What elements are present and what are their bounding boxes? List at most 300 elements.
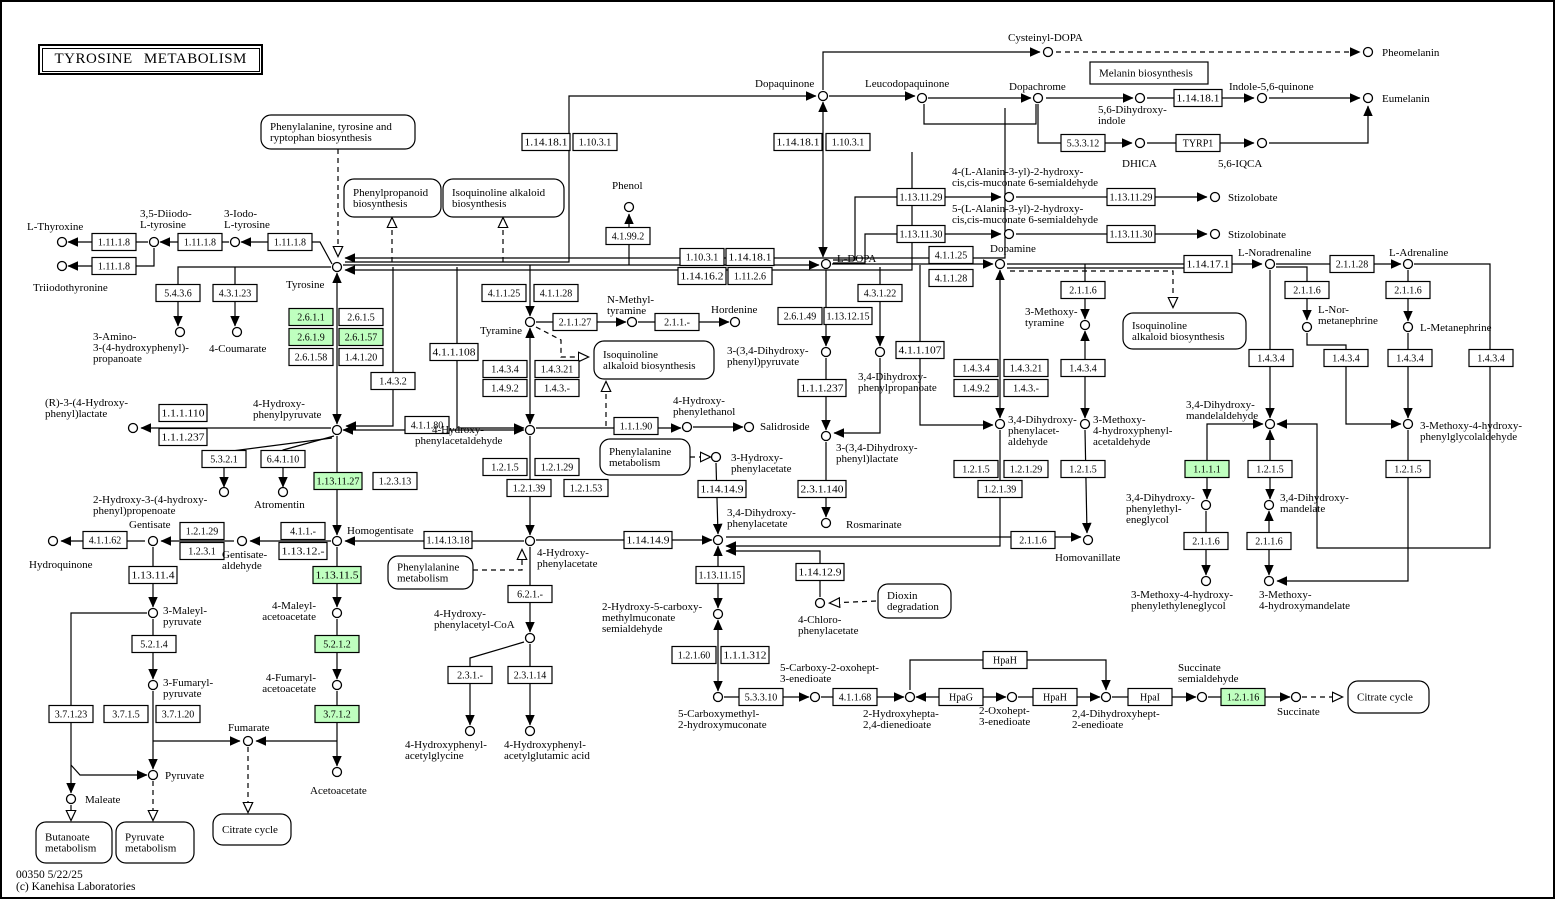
- ec-box-1.2.1.29[interactable]: [1004, 461, 1048, 478]
- ec-label: 2.3.1.14: [513, 670, 547, 682]
- compound-node[interactable]: [1198, 693, 1207, 702]
- ec-box-4.3.1.22[interactable]: [858, 285, 902, 302]
- ec-label: 2.1.1.-: [664, 317, 690, 329]
- ec-label: 3.7.1.5: [112, 709, 140, 721]
- compound-node[interactable]: [333, 426, 342, 435]
- ec-box-3.7.1.2[interactable]: [315, 706, 359, 723]
- ec-box-1.4.9.2[interactable]: [483, 380, 527, 397]
- compound-node[interactable]: [1005, 193, 1014, 202]
- compound-node[interactable]: [1136, 94, 1145, 103]
- compound-node[interactable]: [49, 537, 58, 546]
- ec-box-1.2.1.39[interactable]: [978, 481, 1022, 498]
- ec-box-6.4.1.10[interactable]: [261, 451, 305, 468]
- pathway-link-label: biosynthesis: [353, 198, 408, 210]
- compound-node[interactable]: [822, 432, 831, 441]
- compound-label: 3,4-Dihydroxy-phenylacet-aldehyde: [1008, 414, 1077, 448]
- compound-node[interactable]: [683, 423, 692, 432]
- compound-node[interactable]: [1364, 94, 1373, 103]
- ec-box-4.1.1.62[interactable]: [83, 532, 127, 549]
- ec-box-4.1.1.28[interactable]: [929, 270, 973, 287]
- ec-label: 2.1.1.6: [1255, 536, 1283, 548]
- compound-layer: [49, 48, 1413, 804]
- compound-node[interactable]: [149, 609, 158, 618]
- pathway-link[interactable]: [388, 556, 473, 589]
- ec-box-1.4.3.4[interactable]: [1324, 350, 1368, 367]
- ec-box-1.1.1.110[interactable]: [159, 405, 207, 422]
- map-title: TYROSINE METABOLISM: [42, 48, 260, 72]
- ec-box-3.7.1.23[interactable]: [49, 706, 93, 723]
- compound-label: 4-Hydroxy-: [432, 424, 484, 436]
- ec-label: 1.1.1.1: [1193, 464, 1221, 476]
- pathway-link-label: Phenylalanine: [609, 446, 672, 458]
- ec-box-1.4.3.21[interactable]: [535, 361, 579, 378]
- ec-box-1.13.11.30[interactable]: [1107, 226, 1155, 243]
- ec-box-2.6.1.49[interactable]: [778, 308, 822, 325]
- compound-label: Salidroside: [760, 421, 810, 433]
- compound-node[interactable]: [1265, 577, 1274, 586]
- map-title-box: [38, 44, 263, 75]
- compound-node[interactable]: [526, 426, 535, 435]
- ec-box-1.11.1.8[interactable]: [178, 234, 222, 251]
- ec-label: 1.1.1.90: [619, 421, 653, 433]
- compound-node[interactable]: [333, 609, 342, 618]
- compound-node[interactable]: [526, 634, 535, 643]
- compound-node[interactable]: [822, 519, 831, 528]
- ec-box-1.4.3.4[interactable]: [1061, 360, 1105, 377]
- ec-box-1.14.14.9[interactable]: [698, 481, 746, 498]
- ec-box-1.13.11.15[interactable]: [696, 567, 744, 584]
- ec-box-1.2.1.5[interactable]: [1248, 461, 1292, 478]
- compound-node[interactable]: [1211, 230, 1220, 239]
- compound-label: 5-(L-Alanin-3-yl)-2-hydroxy-cis,cis-muconate 6-semialdehyde: [952, 203, 1099, 226]
- ec-label: 3.7.1.20: [161, 709, 195, 721]
- compound-node[interactable]: [906, 693, 915, 702]
- compound-label: Stizolobate: [1228, 192, 1278, 204]
- ec-box-1.4.3.-[interactable]: [1004, 380, 1048, 397]
- ec-box-1.1.1.312[interactable]: [721, 647, 769, 664]
- edge: [830, 601, 876, 603]
- edge: [1307, 333, 1401, 424]
- compound-label: Pyruvate: [165, 770, 205, 782]
- compound-label: 3-Methoxy-tyramine: [1025, 306, 1078, 329]
- ec-box-1.2.1.29[interactable]: [535, 459, 579, 476]
- pathway-link-label: Dioxin: [887, 590, 918, 602]
- ec-box-1.4.3.2[interactable]: [371, 373, 415, 390]
- ec-label: 1.14.12.9: [798, 567, 842, 579]
- ec-box-4.1.1.28[interactable]: [534, 285, 578, 302]
- ec-label: 6.4.1.10: [266, 454, 300, 466]
- compound-label: Dopaquinone: [755, 78, 815, 90]
- compound-label: 4-Maleyl-acetoacetate: [262, 600, 316, 623]
- edge: [346, 267, 393, 426]
- ec-label: 2.1.1.6: [1293, 285, 1321, 297]
- ec-box-5.4.3.6[interactable]: [156, 285, 200, 302]
- ec-label: 1.4.3.-: [1013, 383, 1039, 395]
- compound-node[interactable]: [244, 737, 253, 746]
- compound-node[interactable]: [233, 328, 242, 337]
- compound-node[interactable]: [1202, 501, 1211, 510]
- ec-box-1.10.3.1[interactable]: [573, 134, 617, 151]
- compound-node[interactable]: [714, 693, 723, 702]
- ec-box-4.1.99.2[interactable]: [606, 228, 650, 245]
- ec-box-5.3.3.10[interactable]: [739, 689, 783, 706]
- compound-node[interactable]: [822, 348, 831, 357]
- ec-box-1.2.3.13[interactable]: [373, 473, 417, 490]
- compound-node[interactable]: [333, 263, 342, 272]
- compound-node[interactable]: [1081, 321, 1090, 330]
- pathway-link[interactable]: [1348, 681, 1429, 713]
- compound-node[interactable]: [1044, 48, 1053, 57]
- ec-label: 4.1.1.80: [410, 420, 444, 432]
- ec-box-3.7.1.5[interactable]: [104, 706, 148, 723]
- compound-node[interactable]: [149, 681, 158, 690]
- compound-label: 5,6-IQCA: [1218, 158, 1263, 170]
- ec-box-2.1.1.6[interactable]: [1184, 533, 1228, 550]
- ec-box-2.6.1.1[interactable]: [289, 309, 333, 326]
- ec-box-2.3.1.-[interactable]: [448, 667, 492, 684]
- ec-label: 1.13.11.5: [315, 570, 359, 582]
- ec-box-1.4.3.4[interactable]: [954, 360, 998, 377]
- copyright: (c) Kanehisa Laboratories: [16, 881, 136, 893]
- ec-box-1.11.1.8[interactable]: [92, 258, 136, 275]
- ec-box-1.13.12.-[interactable]: [279, 543, 327, 560]
- compound-label: 4-Hydroxy-phenylacetyl-CoA: [434, 608, 515, 631]
- ec-label: HpaH: [1043, 692, 1067, 704]
- compound-node[interactable]: [58, 238, 67, 247]
- pathway-link[interactable]: [600, 439, 690, 475]
- compound-node[interactable]: [918, 94, 927, 103]
- ec-box-1.13.11.4[interactable]: [129, 567, 177, 584]
- ec-box-4.1.1.107[interactable]: [896, 342, 944, 359]
- ec-label: 1.2.1.5: [962, 464, 990, 476]
- ec-box-HpaG[interactable]: [939, 689, 983, 706]
- ec-box-2.1.1.28[interactable]: [1330, 256, 1374, 273]
- compound-node[interactable]: [819, 92, 828, 101]
- ec-box-1.13.11.27[interactable]: [314, 473, 362, 490]
- compound-node[interactable]: [150, 238, 159, 247]
- ec-box-1.4.3.4[interactable]: [1469, 350, 1513, 367]
- ec-box-1.2.1.60[interactable]: [672, 647, 716, 664]
- compound-node[interactable]: [1265, 501, 1274, 510]
- ec-box-4.1.1.25[interactable]: [929, 247, 973, 264]
- ec-box-1.14.14.9[interactable]: [624, 532, 672, 549]
- pathway-link-label: biosynthesis: [452, 198, 507, 210]
- compound-node[interactable]: [628, 318, 637, 327]
- ec-box-1.2.1.5[interactable]: [483, 459, 527, 476]
- compound-node[interactable]: [816, 599, 825, 608]
- compound-node[interactable]: [526, 318, 535, 327]
- ec-box-2.6.1.5[interactable]: [339, 309, 383, 326]
- ec-box-6.2.1.-[interactable]: [508, 586, 552, 603]
- ec-label: TYRP1: [1182, 138, 1214, 150]
- ec-label: 1.1.1.312: [723, 650, 767, 662]
- ec-box-1.2.1.5[interactable]: [1386, 461, 1430, 478]
- compound-node[interactable]: [176, 328, 185, 337]
- ec-label: 1.4.3.4: [1396, 353, 1424, 365]
- ec-label: 4.3.1.23: [218, 288, 252, 300]
- compound-label: Atromentin: [254, 499, 305, 511]
- compound-node[interactable]: [731, 318, 740, 327]
- ec-label: 1.2.1.39: [983, 484, 1017, 496]
- pathway-link[interactable]: [261, 115, 415, 149]
- pathway-link-label: ryptophan biosynthesis: [270, 132, 372, 144]
- ec-box-5.3.2.1[interactable]: [202, 451, 246, 468]
- compound-label: 3,4-Dihydroxy-phenylethyl-eneglycol: [1126, 492, 1195, 526]
- ec-box-1.1.1.90[interactable]: [614, 418, 658, 435]
- ec-box-1.2.1.53[interactable]: [564, 480, 608, 497]
- ec-box-1.14.12.9[interactable]: [796, 564, 844, 581]
- ec-label: 1.2.1.5: [491, 462, 519, 474]
- compound-node[interactable]: [1102, 693, 1111, 702]
- compound-node[interactable]: [996, 420, 1005, 429]
- ec-box-1.14.18.1[interactable]: [726, 249, 774, 266]
- ec-box-1.2.1.5[interactable]: [954, 461, 998, 478]
- ec-label: 1.14.13.18: [426, 535, 470, 547]
- ec-box-3.7.1.20[interactable]: [156, 706, 200, 723]
- ec-box-1.2.1.39[interactable]: [507, 480, 551, 497]
- compound-node[interactable]: [996, 260, 1005, 269]
- compound-node[interactable]: [58, 262, 67, 271]
- compound-node[interactable]: [1404, 323, 1413, 332]
- ec-label: 1.14.18.1: [776, 137, 820, 149]
- compound-node[interactable]: [231, 238, 240, 247]
- ec-box-1.14.16.2[interactable]: [678, 268, 726, 285]
- compound-node[interactable]: [149, 537, 158, 546]
- ec-box-2.1.1.27[interactable]: [553, 314, 597, 331]
- compound-node[interactable]: [1005, 230, 1014, 239]
- compound-label: Triiodothyronine: [33, 282, 108, 294]
- ec-label: 1.11.1.8: [97, 261, 131, 273]
- ec-box-5.2.1.2[interactable]: [315, 636, 359, 653]
- compound-label: 3,4-Dihydroxy-phenylpropanoate: [858, 371, 937, 394]
- ec-box-HpaH[interactable]: [983, 652, 1027, 669]
- compound-node[interactable]: [1258, 94, 1267, 103]
- compound-label: Eumelanin: [1382, 93, 1430, 105]
- ec-box-5.2.1.4[interactable]: [132, 636, 176, 653]
- ec-box-4.3.1.23[interactable]: [213, 285, 257, 302]
- ec-box-2.3.1.14[interactable]: [508, 667, 552, 684]
- ec-box-1.2.1.5[interactable]: [1061, 461, 1105, 478]
- ec-box-2.6.1.57[interactable]: [339, 329, 383, 346]
- ec-label: 1.14.18.1: [1176, 93, 1220, 105]
- compound-node[interactable]: [712, 453, 721, 462]
- pathway-link-label: degradation: [887, 601, 939, 613]
- ec-box-2.1.1.6[interactable]: [1011, 532, 1055, 549]
- ec-box-1.4.3.4[interactable]: [1388, 350, 1432, 367]
- ec-label: 1.11.1.8: [183, 237, 217, 249]
- compound-node[interactable]: [714, 536, 723, 545]
- ec-box-HpaH[interactable]: [1033, 689, 1077, 706]
- edge: [473, 550, 522, 570]
- ec-box-4.1.1.-[interactable]: [281, 523, 325, 540]
- ec-box-1.13.11.5[interactable]: [313, 567, 361, 584]
- compound-label: (R)-3-(4-Hydroxy-phenyl)lactate: [45, 397, 129, 420]
- ec-box-1.2.1.29[interactable]: [180, 523, 224, 540]
- compound-label: 4-Hydroxyphenyl-acetylglutamic acid: [504, 739, 590, 762]
- ec-box-1.13.11.29[interactable]: [1107, 189, 1155, 206]
- ec-box-1.13.12.15[interactable]: [824, 308, 872, 325]
- ec-box-1.14.17.1[interactable]: [1184, 256, 1232, 273]
- ec-box-1.4.3.4[interactable]: [483, 361, 527, 378]
- ec-box-4.1.1.68[interactable]: [833, 689, 877, 706]
- compound-label: L-Metanephrine: [1420, 322, 1492, 334]
- ec-box-1.14.13.18[interactable]: [424, 532, 472, 549]
- compound-node[interactable]: [1084, 536, 1093, 545]
- compound-node[interactable]: [220, 488, 229, 497]
- ec-box-1.11.2.6[interactable]: [728, 268, 772, 285]
- compound-node[interactable]: [1266, 420, 1275, 429]
- compound-label: 2-Hydroxy-5-carboxy-methylmuconate semialdehyde: [602, 601, 703, 635]
- ec-box-2.1.1.6[interactable]: [1061, 282, 1105, 299]
- ec-box-1.4.9.2[interactable]: [954, 380, 998, 397]
- compound-label: 3-Hydroxy-phenylacetate: [731, 452, 792, 475]
- ec-label: 2.1.1.6: [1394, 285, 1422, 297]
- ec-box-4.1.1.108[interactable]: [430, 344, 478, 361]
- compound-node[interactable]: [1008, 693, 1017, 702]
- ec-box-1.4.3.21[interactable]: [1004, 360, 1048, 377]
- compound-node[interactable]: [1292, 693, 1301, 702]
- compound-node[interactable]: [526, 537, 535, 546]
- pathway-link-label: metabolism: [609, 457, 661, 469]
- ec-box-1.10.3.1[interactable]: [826, 134, 870, 151]
- compound-node[interactable]: [1303, 323, 1312, 332]
- ec-box-4.1.1.25[interactable]: [482, 285, 526, 302]
- ec-box-1.1.1.237[interactable]: [159, 429, 207, 446]
- pathway-link[interactable]: [116, 822, 194, 863]
- ec-label: 1.1.1.237: [161, 432, 205, 444]
- edge: [71, 765, 147, 775]
- ec-box-1.13.11.29[interactable]: [897, 189, 945, 206]
- compound-label: Homovanillate: [1055, 552, 1121, 564]
- ec-label: 1.14.18.1: [728, 252, 772, 264]
- compound-label: 2-Hydroxy-3-(4-hydroxy-phenyl)propenoate: [93, 494, 208, 517]
- compound-node[interactable]: [526, 727, 535, 736]
- pathway-link[interactable]: [594, 341, 714, 379]
- compound-label: 3-Maleyl-pyruvate: [163, 605, 207, 628]
- ec-box-1.1.1.1[interactable]: [1185, 461, 1229, 478]
- compound-node[interactable]: [1258, 139, 1267, 148]
- ec-box-2.1.1.6[interactable]: [1247, 533, 1291, 550]
- ec-label: 1.4.3.4: [1477, 353, 1505, 365]
- compound-label: 4-Hydroxyphenyl-acetylglycine: [405, 739, 487, 762]
- ec-box-TYRP1[interactable]: [1176, 135, 1220, 152]
- compound-node[interactable]: [1404, 420, 1413, 429]
- ec-box-2.6.1.58[interactable]: [289, 349, 333, 366]
- ec-label: 4.1.1.-: [290, 526, 316, 538]
- ec-box-1.11.1.8[interactable]: [268, 234, 312, 251]
- ec-label: 1.10.3.1: [685, 252, 719, 264]
- compound-node[interactable]: [238, 537, 247, 546]
- ec-box-1.13.11.30[interactable]: [897, 226, 945, 243]
- ec-label: 1.4.3.-: [544, 383, 570, 395]
- compound-node[interactable]: [1034, 94, 1043, 103]
- compound-node[interactable]: [625, 203, 634, 212]
- compound-node[interactable]: [279, 488, 288, 497]
- pathway-link[interactable]: [878, 584, 951, 618]
- ec-label: 3.7.1.2: [323, 709, 351, 721]
- compound-node[interactable]: [1364, 48, 1373, 57]
- compound-label: L-Adrenaline: [1389, 247, 1449, 259]
- ec-label: HpaI: [1140, 692, 1160, 704]
- compound-label: Succinate: [1277, 706, 1320, 718]
- compound-node[interactable]: [333, 768, 342, 777]
- compound-node[interactable]: [822, 260, 831, 269]
- ec-box-1.14.18.1[interactable]: [774, 134, 822, 151]
- ec-box-1.14.18.1[interactable]: [522, 134, 570, 151]
- compound-node[interactable]: [1081, 420, 1090, 429]
- ec-box-1.11.1.8[interactable]: [92, 234, 136, 251]
- compound-label: Homogentisate: [347, 525, 414, 537]
- compound-node[interactable]: [1404, 260, 1413, 269]
- ec-box-2.1.1.6[interactable]: [1386, 282, 1430, 299]
- ec-box-1.4.1.20[interactable]: [339, 349, 383, 366]
- ec-box-1.4.3.-[interactable]: [535, 380, 579, 397]
- pathway-link-label: metabolism: [125, 842, 177, 855]
- ec-box-1.14.18.1[interactable]: [1174, 90, 1222, 107]
- compound-label: Gentisate-aldehyde: [222, 549, 268, 572]
- compound-node[interactable]: [149, 771, 158, 780]
- ec-label: 1.2.3.1: [188, 546, 216, 558]
- pathway-link[interactable]: [213, 814, 291, 845]
- edge: [536, 327, 588, 357]
- pathway-link[interactable]: [344, 179, 441, 217]
- compound-node[interactable]: [1136, 139, 1145, 148]
- pathway-link[interactable]: [443, 179, 564, 217]
- edge: [924, 104, 1036, 124]
- compound-node[interactable]: [876, 348, 885, 357]
- ec-box-1.2.3.1[interactable]: [180, 543, 224, 560]
- ec-box-1.10.3.1[interactable]: [680, 249, 724, 266]
- compound-label: L-Thyroxine: [27, 221, 84, 233]
- compound-node[interactable]: [1211, 193, 1220, 202]
- compound-node[interactable]: [1266, 260, 1275, 269]
- pathway-link-label: Isoquinoline: [603, 349, 658, 361]
- compound-node[interactable]: [745, 423, 754, 432]
- ec-box-HpaI[interactable]: [1128, 689, 1172, 706]
- compound-label: 3-Methoxy-4-hydroxyphenyl-acetaldehyde: [1093, 414, 1173, 448]
- ec-box-5.3.3.12[interactable]: [1061, 135, 1105, 152]
- compound-node[interactable]: [333, 681, 342, 690]
- ec-box-1.4.3.4[interactable]: [1249, 350, 1293, 367]
- pathway-link[interactable]: [1123, 313, 1246, 349]
- compound-label: L-DOPA: [837, 253, 877, 265]
- compound-node[interactable]: [67, 795, 76, 804]
- ec-label: 4.1.1.108: [432, 347, 476, 359]
- pathway-link[interactable]: [36, 822, 112, 863]
- ec-box-2.3.1.140[interactable]: [798, 481, 846, 498]
- compound-node[interactable]: [129, 424, 138, 433]
- ec-box-1.2.1.16[interactable]: [1221, 689, 1265, 706]
- ec-label: 1.2.1.60: [677, 650, 711, 662]
- ec-label: 1.2.1.5: [1394, 464, 1422, 476]
- ec-label: 5.2.1.4: [140, 639, 168, 651]
- ec-box-2.1.1.-[interactable]: [655, 314, 699, 331]
- ec-box-2.1.1.6[interactable]: [1285, 282, 1329, 299]
- compound-label: 5-Carboxy-2-oxohept-3-enedioate: [780, 662, 879, 685]
- compound-node[interactable]: [466, 727, 475, 736]
- pathway-link[interactable]: [1090, 62, 1208, 84]
- ec-label: 1.13.12.-: [281, 546, 325, 558]
- compound-node[interactable]: [333, 537, 342, 546]
- compound-node[interactable]: [714, 610, 723, 619]
- pathway-link-label: Citrate cycle: [222, 824, 278, 836]
- compound-label: 3-Iodo-L-tyrosine: [224, 208, 270, 231]
- ec-box-1.1.1.237[interactable]: [798, 380, 846, 397]
- compound-node[interactable]: [1202, 577, 1211, 586]
- compound-node[interactable]: [811, 693, 820, 702]
- compound-label: Fumarate: [228, 722, 270, 734]
- ec-box-2.6.1.9[interactable]: [289, 329, 333, 346]
